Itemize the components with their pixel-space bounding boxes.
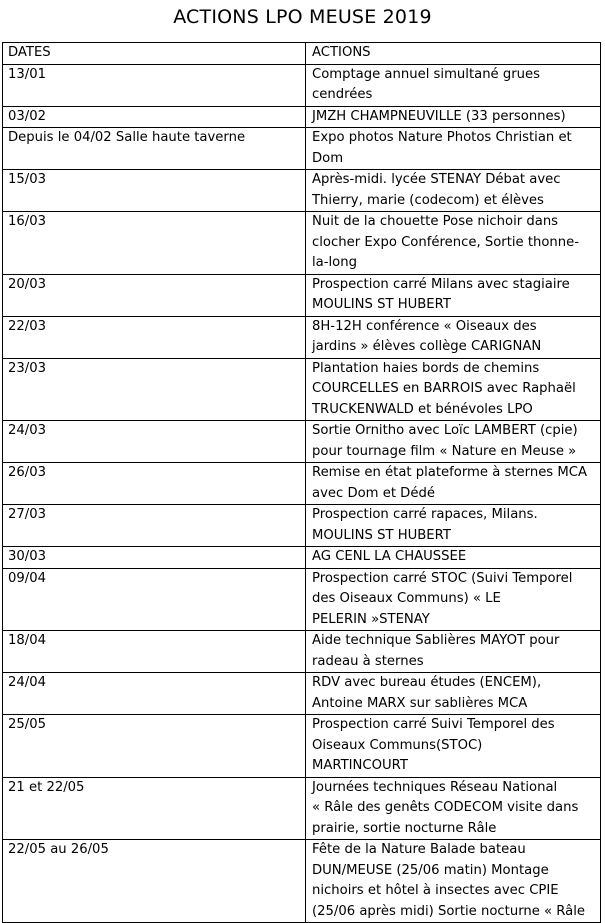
- date-cell: 27/03: [3, 505, 306, 547]
- table-row: [3, 631, 601, 673]
- action-line: Prospection carré Suivi Temporel des: [312, 717, 555, 732]
- action-line: Aide technique Sablières MAYOT pour: [312, 633, 560, 648]
- action-line: AG CENL LA CHAUSSEE: [312, 549, 467, 564]
- action-line: Antoine MARX sur sablières MCA: [312, 695, 528, 711]
- table-row: [3, 463, 601, 505]
- action-line: Expo photos Nature Photos Christian et: [312, 130, 572, 145]
- action-line: prairie, sortie nocturne Râle: [312, 820, 497, 836]
- date-cell: 24/04: [3, 673, 306, 715]
- action-line: (25/06 après midi) Sortie nocturne « Râle: [312, 903, 586, 919]
- table-body: [3, 64, 601, 923]
- date-cell: 23/03: [3, 358, 306, 421]
- table-row: [3, 421, 601, 463]
- date-cell: 16/03: [3, 212, 306, 275]
- action-line: Comptage annuel simultané grues: [312, 66, 540, 82]
- action-line: des Oiseaux Communs) « LE: [312, 591, 501, 606]
- action-cell: [306, 840, 601, 923]
- action-line: Prospection carré STOC (Suivi Temporel: [312, 570, 573, 586]
- action-line: Dom: [312, 150, 344, 166]
- action-line: Prospection carré Milans avec stagiaire: [312, 276, 570, 292]
- action-line: COURCELLES en BARROIS avec Raphaël: [312, 381, 576, 396]
- date-cell: 20/03: [3, 274, 306, 316]
- action-line: jardins » élèves collège CARIGNAN: [312, 339, 542, 354]
- date-cell: Depuis le 04/02 Salle haute taverne: [3, 128, 306, 170]
- date-cell: 26/03: [3, 463, 306, 505]
- action-line: Remise en état plateforme à sternes MCA: [312, 465, 587, 480]
- date-cell: 03/02: [3, 106, 306, 128]
- action-cell: [306, 170, 601, 212]
- date-cell: 22/03: [3, 316, 306, 358]
- action-cell: [306, 631, 601, 673]
- table-row: [3, 106, 601, 128]
- action-cell: [306, 316, 601, 358]
- action-line: RDV avec bureau études (ENCEM),: [312, 675, 542, 690]
- date-cell: 21 et 22/05: [3, 777, 306, 840]
- table-row: [3, 547, 601, 569]
- table-row: [3, 673, 601, 715]
- action-line: Sortie Ornitho avec Loïc LAMBERT (cpie): [312, 423, 578, 438]
- action-cell: [306, 777, 601, 840]
- action-line: avec Dom et Dédé: [312, 485, 435, 501]
- action-line: cendrées: [312, 87, 373, 102]
- action-cell: [306, 673, 601, 715]
- action-line: Après-midi. lycée STENAY Débat avec: [312, 172, 561, 187]
- table-header-row: [3, 43, 601, 65]
- action-line: Oiseaux Communs(STOC): [312, 737, 483, 753]
- document-title: ACTIONS LPO MEUSE 2019: [173, 6, 432, 28]
- action-line: Thierry, marie (codecom) et élèves: [312, 192, 544, 208]
- action-cell: [306, 505, 601, 547]
- table-row: [3, 274, 601, 316]
- action-line: « Râle des genêts CODECOM visite dans: [312, 800, 579, 815]
- date-cell: 22/05 au 26/05: [3, 840, 306, 923]
- action-line: Journées techniques Réseau National: [312, 779, 558, 795]
- table-row: [3, 358, 601, 421]
- action-line: clocher Expo Conférence, Sortie thonne-: [312, 234, 580, 250]
- action-cell: [306, 212, 601, 275]
- action-line: radeau à sternes: [312, 653, 424, 669]
- action-cell: [306, 64, 601, 106]
- table-row: [3, 170, 601, 212]
- action-cell: [306, 547, 601, 569]
- header-actions: ACTIONS: [306, 43, 601, 65]
- action-line: DUN/MEUSE (25/06 matin) Montage: [312, 862, 549, 878]
- date-cell: 24/03: [3, 421, 306, 463]
- actions-table: [2, 42, 601, 923]
- action-cell: [306, 463, 601, 505]
- action-cell: [306, 128, 601, 170]
- date-cell: 18/04: [3, 631, 306, 673]
- action-line: pour tournage film « Nature en Meuse »: [312, 443, 577, 459]
- action-line: MARTINCOURT: [312, 758, 408, 773]
- date-cell: 30/03: [3, 547, 306, 569]
- action-line: MOULINS ST HUBERT: [312, 527, 451, 543]
- table-row: [3, 316, 601, 358]
- action-line: la-long: [312, 255, 357, 270]
- table-row: [3, 777, 601, 840]
- action-line: JMZH CHAMPNEUVILLE (33 personnes): [312, 108, 566, 124]
- table-row: [3, 505, 601, 547]
- action-cell: [306, 358, 601, 421]
- action-cell: [306, 274, 601, 316]
- action-line: MOULINS ST HUBERT: [312, 297, 451, 312]
- action-cell: [306, 715, 601, 778]
- action-line: TRUCKENWALD et bénévoles LPO: [312, 401, 533, 417]
- table-row: [3, 568, 601, 631]
- date-cell: 09/04: [3, 568, 306, 631]
- table-row: [3, 715, 601, 778]
- table-row: [3, 128, 601, 170]
- action-line: Fête de la Nature Balade bateau: [312, 842, 526, 857]
- table-row: [3, 64, 601, 106]
- action-line: Plantation haies bords de chemins: [312, 360, 540, 376]
- action-cell: [306, 421, 601, 463]
- date-cell: 13/01: [3, 64, 306, 106]
- action-cell: [306, 106, 601, 128]
- table-row: [3, 840, 601, 923]
- action-cell: [306, 568, 601, 631]
- action-line: 8H-12H conférence « Oiseaux des: [312, 318, 537, 334]
- action-line: PELERIN »STENAY: [312, 611, 430, 627]
- date-cell: 25/05: [3, 715, 306, 778]
- action-line: Prospection carré rapaces, Milans.: [312, 507, 538, 522]
- action-line: Nuit de la chouette Pose nichoir dans: [312, 214, 559, 229]
- table-row: [3, 212, 601, 275]
- header-dates: DATES: [3, 43, 306, 65]
- date-cell: 15/03: [3, 170, 306, 212]
- action-line: nichoirs et hôtel à insectes avec CPIE: [312, 883, 559, 898]
